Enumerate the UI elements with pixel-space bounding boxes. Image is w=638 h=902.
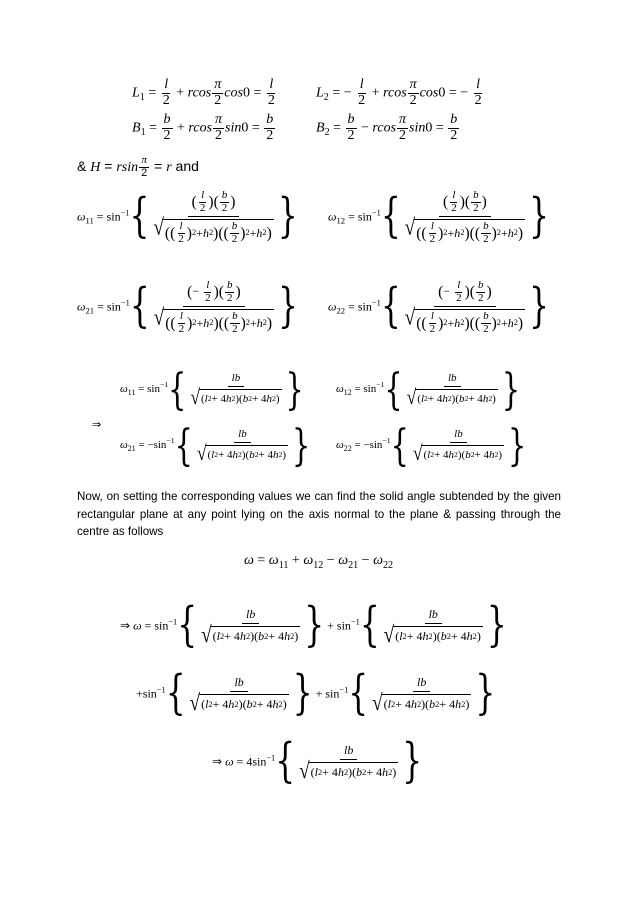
equation-omega12: $\omega_{12} = \sin^{-1}${ ( $\frac{l}{2}$ )( $\frac{b}{2}$ ) √ ( ( $\frac{l}{2}$ ) 2 + h 2 ) ( ( $\frac{b}{2}$ ) 2 + h 2 ) } bbox=[328, 189, 549, 245]
equation-omega22-simplified: $\omega_{22} = -\sin^{-1}${ lb √ ( l 2 + 4 h 2 )( b 2 + 4 h 2 ) } bbox=[336, 419, 527, 471]
equation-B2: $B_2$ = $\frac{b}{2}$ − rcos $\frac{\pi}{2}$ sin0 = $\frac{b}{2}$ bbox=[316, 112, 458, 143]
equation-final-line1: ⇒ $\omega = \sin^{-1}${ lb √ ( l 2 + 4 h 2 )( b 2 + 4 h 2 ) } + $\sin^{-1}${ lb √ ( l 2 + 4 h 2 )( b 2 + 4 h 2 ) } bbox=[120, 598, 507, 653]
equation-omega21: $\omega_{21} = \sin^{-1}${ (− $\frac{l}{2}$ )( $\frac{b}{2}$ ) √ ( ( $\frac{l}{2}$ ) 2 + h 2 ) ( ( $\frac{b}{2}$ ) 2 + h 2 ) } bbox=[77, 279, 298, 335]
equation-omega11: $\omega_{11} = \sin^{-1}${ ( $\frac{l}{2}$ )( $\frac{b}{2}$ ) √ ( ( $\frac{l}{2}$ ) 2 + h 2 ) ( ( $\frac{b}{2}$ ) 2 + h 2 ) } bbox=[77, 189, 298, 245]
equation-omega22: $\omega_{22} = \sin^{-1}${ (− $\frac{l}{2}$ )( $\frac{b}{2}$ ) √ ( ( $\frac{l}{2}$ ) 2 + h 2 ) ( ( $\frac{b}{2}$ ) 2 + h 2 ) } bbox=[328, 279, 549, 335]
equation-H: & H = rsin $\frac{\pi}{2}$ = r and bbox=[77, 154, 199, 179]
equation-omega21-simplified: $\omega_{21} = -\sin^{-1}${ lb √ ( l 2 + 4 h 2 )( b 2 + 4 h 2 ) } bbox=[120, 419, 311, 471]
implies-arrow: ⇒ bbox=[92, 418, 102, 431]
equation-omega-total: $\omega = \omega_{11} + \omega_{12} - \omega_{21} - \omega_{22}$ bbox=[244, 553, 394, 571]
body-paragraph: Now, on setting the corresponding values we can find the solid angle subtended by the given rectangular plane at any point lying on the axis normal to the plane & passing through the centre as follows bbox=[77, 490, 561, 538]
equation-L2: $L_2$ = − $\frac{l}{2}$ + rcos $\frac{\pi}{2}$ cos0 = − $\frac{l}{2}$ bbox=[316, 77, 482, 108]
equation-final-line2: $+\sin^{-1}${ lb √ ( l 2 + 4 h 2 )( b 2 + 4 h 2 ) } + $\sin^{-1}${ lb √ ( l 2 + 4 h 2 )( b 2 + 4 h 2 ) } bbox=[136, 666, 496, 721]
equation-omega11-simplified: $\omega_{11} = \sin^{-1}${ lb √ ( l 2 + 4 h 2 )( b 2 + 4 h 2 ) } bbox=[120, 363, 304, 415]
equation-final-result: ⇒ $\omega = 4\sin^{-1}${ lb √ ( l 2 + 4 h 2 )( b 2 + 4 h 2 ) } bbox=[212, 734, 423, 789]
equation-omega12-simplified: $\omega_{12} = \sin^{-1}${ lb √ ( l 2 + 4 h 2 )( b 2 + 4 h 2 ) } bbox=[336, 363, 521, 415]
equation-B1: $B_1$ = $\frac{b}{2}$ + rcos $\frac{\pi}{2}$ sin0 = $\frac{b}{2}$ bbox=[132, 112, 274, 143]
equation-L1: $L_1$ = $\frac{l}{2}$ + rcos $\frac{\pi}{2}$ cos0 = $\frac{l}{2}$ bbox=[132, 77, 275, 108]
